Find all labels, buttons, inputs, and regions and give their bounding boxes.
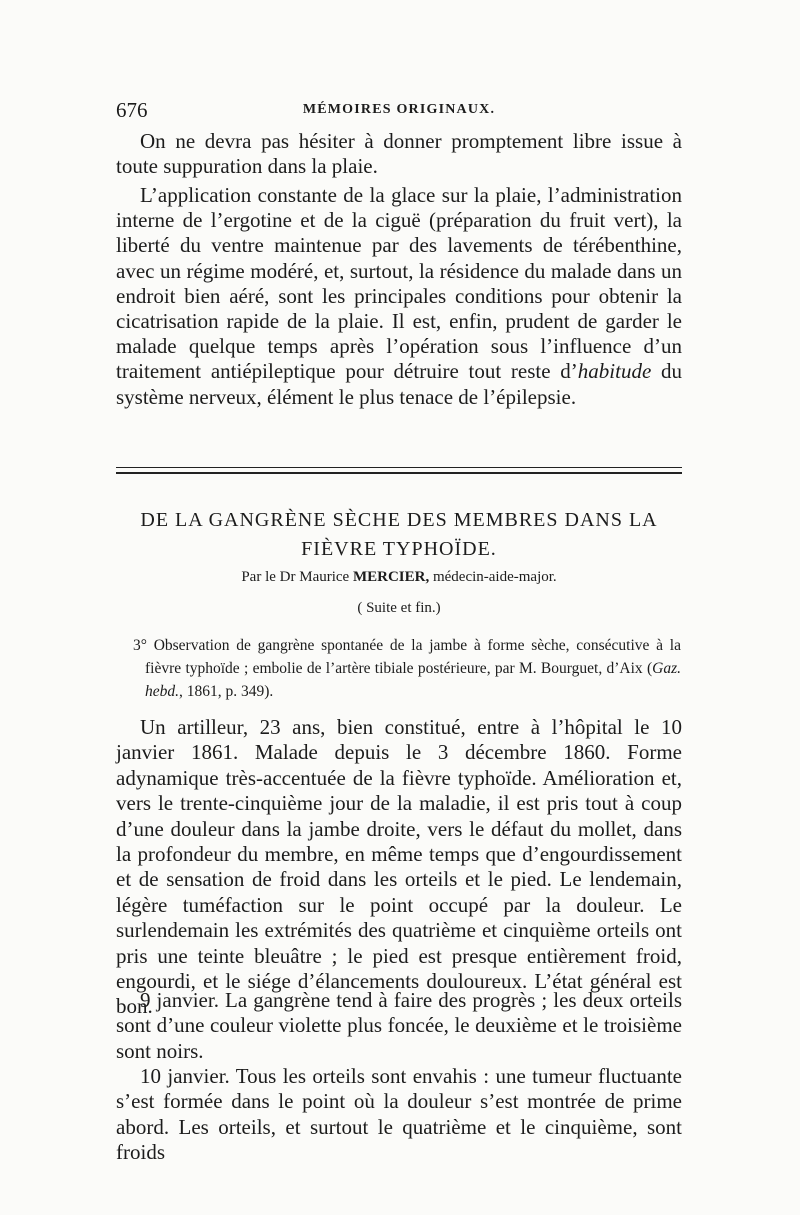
paragraph-treatment: [116, 183, 682, 410]
continuation-note: ( Suite et fin.): [357, 600, 441, 616]
page-number: 676: [116, 98, 148, 122]
observation-source-journal: Gaz. hebd.: [145, 660, 681, 700]
observation-source-rest: , 1861, p. 349).: [179, 683, 274, 700]
italic-habitude: habitude: [577, 359, 652, 384]
paragraph-january-10: 10 janvier. Tous les orteils sont envahis : une tumeur fluctuante s’est formée dans le point où la douleur s’est montrée de prime abord. Les orteils, et surtout le quatrième et le cinquième, sont froids: [116, 1064, 682, 1165]
paragraph-treatment-text: L’application constante de la glace sur la plaie, l’administration interne de l’ergotine et de la ciguë (préparation du fruit vert), la liberté du ventre maintenue par des lavements de térébenthine, avec un régime modéré, et, surtout, la résidence du malade dans un endroit bien aéré, sont les principales conditions pour obtenir la cicatrisation rapide de la plaie. Il est, enfin, prudent de garder le malade quelque temps après l’opération sous l’influence d’un traitement antiépileptique pour détruire tout reste d’: [116, 183, 682, 384]
article-title-line2: FIÈVRE TYPHOÏDE.: [301, 538, 497, 560]
byline-prefix: Par le Dr Maurice: [241, 569, 353, 585]
article-byline: [116, 569, 682, 586]
section-divider-thin: [116, 467, 682, 468]
paragraph-treatment-end: du système nerveux, élément le plus tenace de l’épilepsie.: [116, 359, 683, 409]
article-title-line1: DE LA GANGRÈNE SÈCHE DES MEMBRES DANS LA: [140, 509, 658, 531]
byline-suffix: médecin-aide-major.: [429, 569, 557, 585]
paragraph-january-9: 9 janvier. La gangrène tend à faire des progrès ; les deux orteils sont d’une couleur violette plus foncée, le deuxième et le troisième sont noirs.: [116, 988, 682, 1063]
paragraph-suppuration: On ne devra pas hésiter à donner promptement libre issue à toute suppuration dans la plaie.: [116, 129, 682, 179]
page-header: [116, 96, 682, 124]
observation-heading-text: 3° Observation de gangrène spontanée de la jambe à forme sèche, consécutive à la fièvre typhoïde ; embolie de l’artère tibiale postérieure, par M. Bourguet, d’Aix (: [133, 637, 681, 677]
running-head: MÉMOIRES ORIGINAUX.: [302, 102, 496, 117]
byline-author: MERCIER,: [352, 569, 430, 585]
paragraph-case-description: Un artilleur, 23 ans, bien constitué, entre à l’hôpital le 10 janvier 1861. Malade depuis le 3 décembre 1860. Forme adynamique très-accentuée de la fièvre typhoïde. Amélioration et, vers le trente-cinquième jour de la maladie, il est pris tout à coup d’une douleur dans la jambe droite, vers le défaut du mollet, dans la profondeur du membre, en même temps que d’engourdissement et de sensation de froid dans les orteils et le pied. Le lendemain, légère tuméfaction sur le point occupé par la douleur. Le surlendemain les extrémités des quatrième et cinquième orteils ont pris une teinte bleuâtre ; le pied est presque entièrement froid, engourdi, et le siége d’élancements douloureux. L’état général est bon.: [116, 715, 682, 1019]
section-divider-thick: [116, 472, 682, 474]
observation-heading: [133, 634, 681, 703]
